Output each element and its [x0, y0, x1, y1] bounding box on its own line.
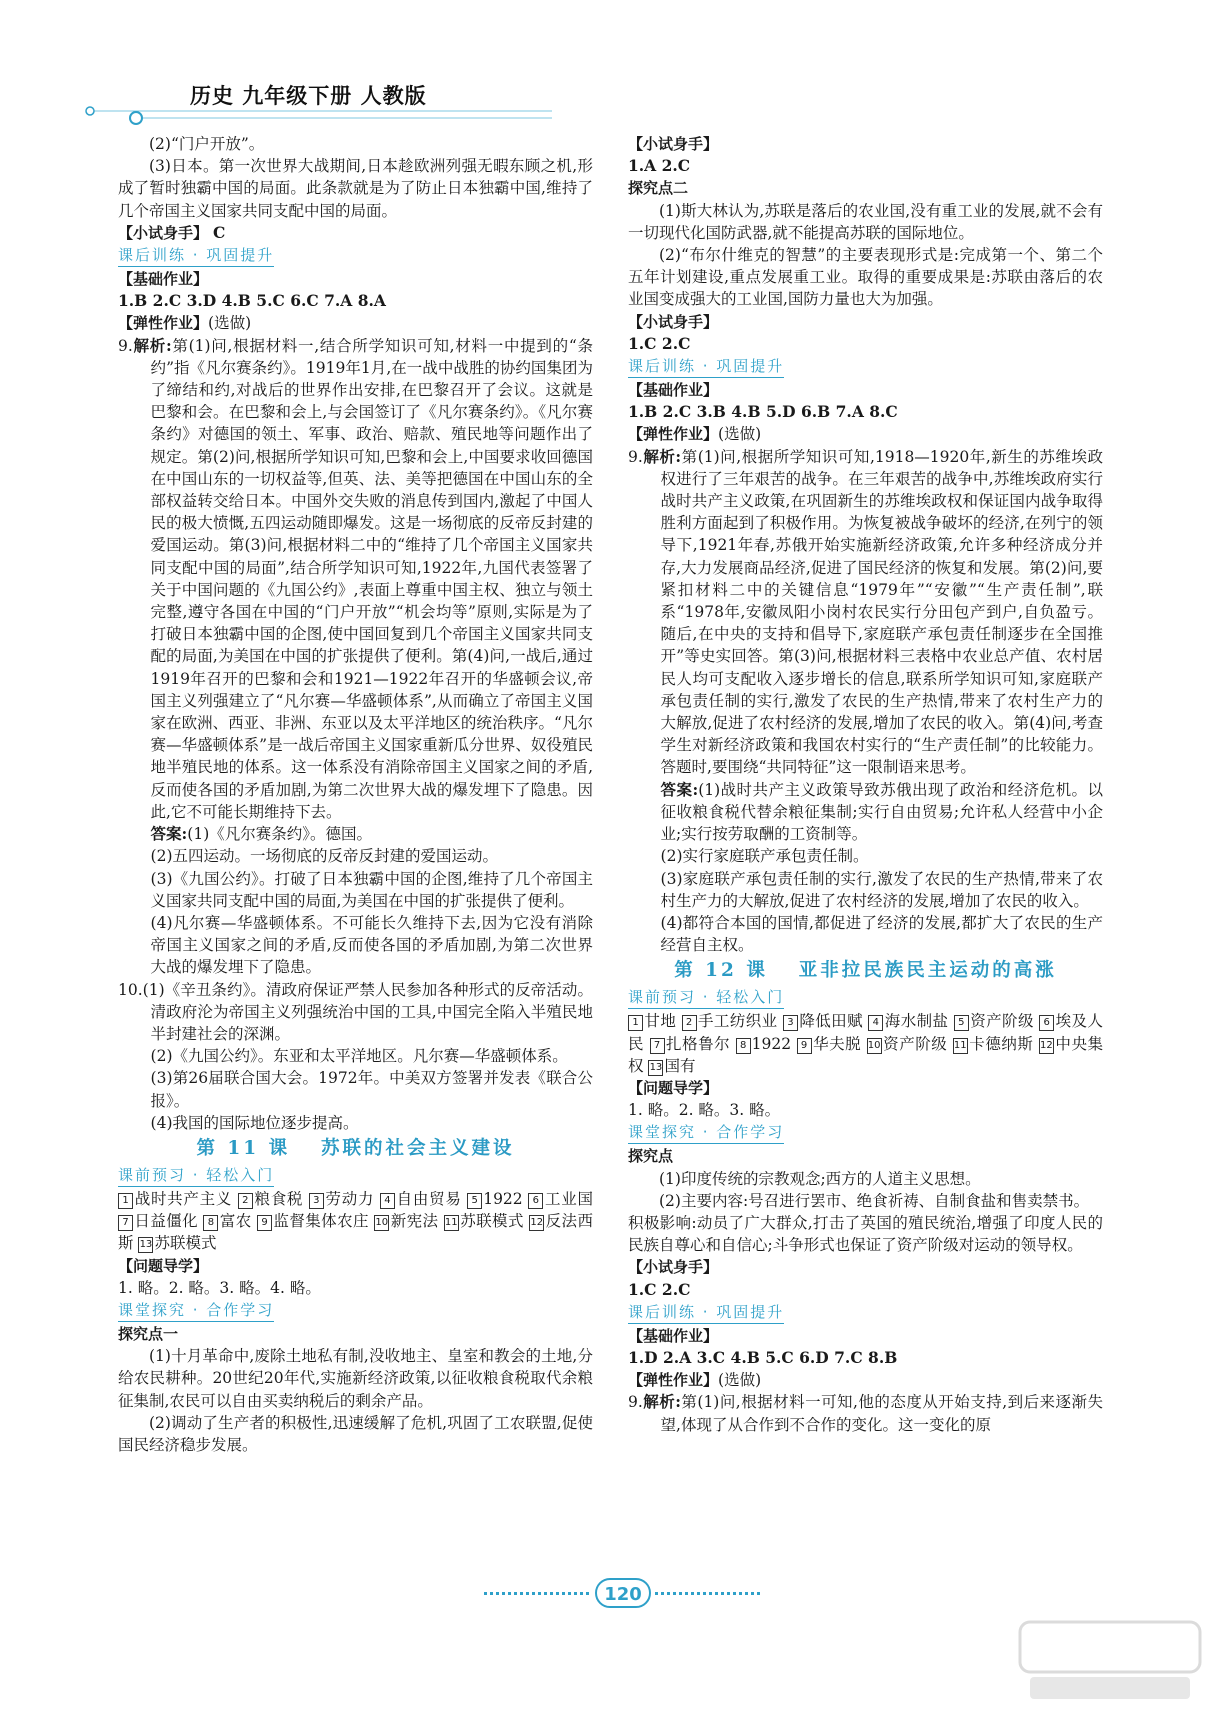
- q10-answer: [118, 979, 593, 1046]
- try-it-answer: C: [212, 222, 226, 242]
- guide-answers: 1. 略。2. 略。3. 略。4. 略。: [118, 1278, 321, 1297]
- preview-answer: 工业国: [544, 1189, 593, 1208]
- explore-point-1: 探究点一: [118, 1324, 179, 1343]
- section-after-class: 课后训练 · 巩固提升: [628, 1302, 784, 1324]
- number-box: 10: [374, 1215, 389, 1231]
- q10-number: 10.: [118, 980, 143, 999]
- header-decoration: [84, 104, 554, 126]
- number-box: 9: [797, 1038, 812, 1054]
- answer-line: (3)日本。第一次世界大战期间,日本趁欧洲列强无暇东顾之机,形成了暂时独霸中国的局面。此条款就是为了防止日本独霸中国,维持了几个帝国主义国家共同支配中国的局面。: [118, 157, 593, 220]
- basic-homework-label: 【基础作业】: [628, 381, 719, 400]
- flex-homework-note: (选做): [718, 425, 762, 444]
- lesson-11-preview-answers: [118, 1188, 593, 1255]
- preview-answer: 1922: [483, 1189, 529, 1208]
- answer-line: (2)《九国公约》。东亚和太平洋地区。凡尔赛—华盛顿体系。: [150, 1047, 568, 1066]
- guide-answers: 1. 略。2. 略。3. 略。: [628, 1101, 781, 1120]
- analysis-label: 解析:: [642, 1392, 681, 1412]
- basic-homework-answers: 1.B 2.C 3.D 4.B 5.C 6.C 7.A 8.A: [118, 291, 386, 311]
- preview-answer: 卡德纳斯: [968, 1034, 1039, 1053]
- section-pre-class: 课前预习 · 轻松入门: [118, 1165, 274, 1187]
- try-it-label: 【小试身手】: [628, 1258, 719, 1277]
- number-box: 6: [528, 1193, 543, 1209]
- number-box: 2: [682, 1015, 697, 1031]
- preview-answer: 战时共产主义: [134, 1189, 238, 1208]
- basic-homework-answers: 1.D 2.A 3.C 4.B 5.C 6.D 7.C 8.B: [628, 1347, 898, 1367]
- preview-answer: 华夫脱: [812, 1034, 867, 1053]
- answer-line: 积极影响:动员了广大群众,打击了英国的殖民统治,增强了印度人民的民族自尊心和自信心;斗争形式也保证了资产阶级对运动的领导权。: [628, 1213, 1103, 1255]
- try-it-label: 【小试身手】: [628, 135, 719, 153]
- preview-answer: 粮食税: [253, 1189, 309, 1208]
- flex-homework-label: 【弹性作业】: [118, 314, 209, 333]
- explore-point: 探究点: [628, 1147, 674, 1166]
- try-it-answers: 1.C 2.C: [628, 333, 691, 353]
- preview-answer: 资产阶级: [882, 1034, 953, 1053]
- preview-answer: 降低田赋: [798, 1012, 869, 1031]
- number-box: 4: [380, 1193, 395, 1209]
- q9-number: 9.: [628, 447, 643, 466]
- q9-analysis: [628, 446, 1103, 779]
- section-pre-class: 课前预习 · 轻松入门: [628, 987, 784, 1009]
- answer-label: 答案:: [150, 824, 188, 844]
- answer-line: (3)《九国公约》。打破了日本独霸中国的企图,维持了几个帝国主义国家共同支配中国的局面,为美国在中国的扩张提供了便利。: [150, 869, 593, 910]
- number-box: 11: [444, 1215, 459, 1231]
- answer-line: (2)调动了生产者的积极性,迅速缓解了危机,巩固了工农联盟,促使国民经济稳步发展。: [118, 1413, 593, 1454]
- basic-homework-answers: 1.B 2.C 3.B 4.B 5.D 6.B 7.A 8.C: [628, 402, 898, 422]
- preview-answer: 甘地: [644, 1012, 682, 1031]
- answer-text: (1)《凡尔赛条约》。德国。: [187, 825, 372, 844]
- preview-answer: 自由贸易: [395, 1189, 468, 1208]
- guide-label: 【问题导学】: [628, 1078, 719, 1097]
- basic-homework-label: 【基础作业】: [118, 270, 209, 289]
- try-it-label: 【小试身手】: [118, 223, 209, 242]
- answer-line: (4)我国的国际地位逐步提高。: [150, 1113, 359, 1132]
- lesson-12-preview-answers: [628, 1010, 1103, 1077]
- page-number: 120: [595, 1578, 651, 1608]
- preview-answer: 扎格鲁尔: [665, 1034, 736, 1053]
- try-it-label: 【小试身手】: [628, 312, 719, 331]
- number-box: 10: [867, 1038, 882, 1054]
- answer-text: (1)战时共产主义政策导致苏俄出现了政治和经济危机。以征收粮食税代替余粮征集制;实行自由贸易;允许私人经营中小企业;实行按劳取酬的工资制等。: [660, 780, 1103, 844]
- number-box: 7: [650, 1038, 665, 1054]
- answer-line: (3)第26届联合国大会。1972年。中美双方签署并发表《联合公报》。: [150, 1069, 593, 1110]
- number-box: 12: [529, 1215, 544, 1231]
- preview-answer: 新宪法: [390, 1212, 444, 1231]
- left-column: [118, 133, 593, 1456]
- lesson-12-title: 第 12 课 亚非拉民族民主运动的高涨: [674, 960, 1057, 982]
- footer-dots-left: [484, 1592, 589, 1595]
- number-box: 13: [648, 1060, 663, 1076]
- try-it-answers: 1.C 2.C: [628, 1279, 691, 1299]
- q9-answer: [118, 823, 593, 845]
- preview-answer: 资产阶级: [969, 1012, 1040, 1031]
- answer-line: (3)家庭联产承包责任制的实行,激发了农民的生产热情,带来了农村生产力的大解放,促进了农村经济的发展,增加了农民的收入。: [660, 869, 1103, 910]
- section-after-class: 课后训练 · 巩固提升: [628, 356, 784, 378]
- number-box: 8: [736, 1038, 751, 1054]
- number-box: 1: [628, 1015, 643, 1031]
- answer-line: (2)“布尔什维克的智慧”的主要表现形式是:完成第一个、第二个五年计划建设,重点发展重工业。取得的重要成果是:苏联由落后的农业国变成强大的工业国,国防力量也大为加强。: [628, 246, 1103, 309]
- page-header-title: 历史 九年级下册 人教版: [190, 84, 427, 108]
- guide-label: 【问题导学】: [118, 1256, 209, 1275]
- preview-answer: 埃及人民: [628, 1012, 1103, 1053]
- flex-homework-note: (选做): [718, 1371, 762, 1390]
- preview-answer: 手工纺织业: [697, 1012, 783, 1031]
- preview-answer: 国有: [664, 1056, 696, 1075]
- preview-answer: 苏联模式: [459, 1212, 530, 1231]
- number-box: 1: [118, 1193, 133, 1209]
- analysis-text: 第(1)问,根据所学知识可知,1918—1920年,新生的苏维埃政权进行了三年艰苦的战争。在三年艰苦的战争中,苏维埃政府实行战时共产主义政策,在巩固新生的苏维埃政权和保证国内战争取得胜利方面起到了积极作用。为恢复被战争破坏的经济,在列宁的领导下,1921年春,苏俄开始实施新经济政策,允许多种经济成分并存,大力发展商品经济,促进了国民经济的恢复和发展。第(2)问,要紧扣材料二中的关键信息“1979年”“安徽”“生产责任制”,联系“1978年,安徽凤阳小岗村农民实行分田包产到户,自负盈亏。随后,在中央的支持和倡导下,家庭联产承包责任制逐步在全国推开”等史实回答。第(3)问,根据材料三表格中农业总产值、农村居民人均可支配收入逐步增长的信息,联系所学知识可知,家庭联产承包责任制的实行,激发了农民的生产热情,带来了农村生产力的大解放,促进了农村经济的发展,增加了农民的收入。第(4)问,考查学生对新经济政策和我国农村实行的“生产责任制”的比较能力。答题时,要围绕“共同特征”这一限制语来思考。: [660, 447, 1103, 777]
- q9-number: 9.: [118, 336, 133, 355]
- number-box: 12: [1039, 1038, 1054, 1054]
- answer-line: (1)印度传统的宗教观念;西方的人道主义思想。: [659, 1169, 981, 1188]
- basic-homework-label: 【基础作业】: [628, 1326, 719, 1345]
- explore-point-2: 探究点二: [628, 179, 689, 198]
- section-in-class: 课堂探究 · 合作学习: [628, 1122, 784, 1144]
- q9-answer: [628, 779, 1103, 846]
- answer-line: (1)斯大林认为,苏联是落后的农业国,没有重工业的发展,就不会有一切现代化国防武器,就不能提高苏联的国际地位。: [628, 201, 1103, 242]
- analysis-label: 解析:: [132, 335, 172, 355]
- analysis-text: 第(1)问,根据材料一可知,他的态度从开始支持,到后来逐渐失望,体现了从合作到不合作的变化。这一变化的原: [660, 1393, 1103, 1434]
- answer-text: (1)《辛丑条约》。清政府保证严禁人民参加各种形式的反帝活动。清政府沦为帝国主义列强统治中国的工具,中国完全陷入半殖民地半封建社会的深渊。: [142, 980, 593, 1043]
- flex-homework-note: (选做): [208, 314, 252, 333]
- q9-analysis: [628, 1391, 1103, 1435]
- analysis-label: 解析:: [642, 446, 682, 466]
- preview-answer: 1922: [751, 1034, 797, 1053]
- number-box: 2: [238, 1193, 253, 1209]
- right-column: [628, 133, 1103, 1436]
- flex-homework-label: 【弹性作业】: [628, 1371, 719, 1390]
- watermark-logo: [1010, 1617, 1210, 1707]
- preview-answer: 中央集权: [628, 1034, 1103, 1075]
- preview-answer: 富农: [219, 1212, 258, 1231]
- number-box: 8: [203, 1215, 218, 1231]
- number-box: 6: [1039, 1015, 1054, 1031]
- preview-answer: 监督集体农庄: [273, 1212, 375, 1231]
- answer-line: (4)凡尔赛—华盛顿体系。不可能长久维持下去,因为它没有消除帝国主义国家之间的矛盾,反而使各国的矛盾加剧,为第二次世界大战的爆发埋下了隐患。: [150, 913, 593, 977]
- preview-answer: 海水制盐: [884, 1012, 954, 1031]
- preview-answer: 日益僵化: [134, 1212, 204, 1231]
- analysis-text: 第(1)问,根据材料一,结合所学知识可知,材料一中提到的“条约”指《凡尔赛条约》。1919年1月,在一战中战胜的协约国集团为了缔结和约,对战后的世界作出安排,在巴黎召开了会议。这就是巴黎和会。在巴黎和会上,与会国签订了《凡尔赛条约》。《凡尔赛条约》对德国的领土、军事、政治、赔款、殖民地等问题作出了规定。第(2)问,根据所学知识可知,巴黎和会上,中国要求收回德国在中国山东的一切权益等,但英、法、美等把德国在中国山东的全部权益转交给日本。中国外交失败的消息传到国内,激起了中国人民的极大愤慨,五四运动随即爆发。这是一场彻底的反帝反封建的爱国运动。第(3)问,根据材料二中的“维持了几个帝国主义国家共同支配中国的局面”,结合所学知识可知,1922年,九国代表签署了关于中国问题的《九国公约》,表面上尊重中国主权、独立与领土完整,遵守各国在中国的“门户开放”“机会均等”原则,实际是为了打破日本独霸中国的企图,使中国回复到几个帝国主义国家共同支配的局面,为美国在中国的扩张提供了便利。第(4)问,一战后,通过1919年召开的巴黎和会和1921—1922年召开的华盛顿会议,帝国主义列强建立了“凡尔赛—华盛顿体系”,从而确立了帝国主义国家在欧洲、西亚、非洲、东亚以及太平洋地区的统治秩序。“凡尔赛—华盛顿体系”是一战后帝国主义国家重新瓜分世界、奴役殖民地半殖民地的体系。这一体系没有消除帝国主义国家之间的矛盾,反而使各国的矛盾加剧,为第二次世界大战的爆发埋下了隐患。因此,它不可能长期维持下去。: [150, 336, 593, 821]
- number-box: 3: [309, 1193, 324, 1209]
- preview-answer: 苏联模式: [154, 1234, 217, 1253]
- number-box: 5: [954, 1015, 969, 1031]
- try-it-answers: 1.A 2.C: [628, 156, 691, 176]
- section-in-class: 课堂探究 · 合作学习: [118, 1300, 274, 1322]
- preview-answer: 劳动力: [324, 1189, 380, 1208]
- number-box: 3: [783, 1015, 798, 1031]
- answer-line: (2)实行家庭联产承包责任制。: [660, 847, 869, 866]
- number-box: 13: [138, 1237, 153, 1253]
- number-box: 5: [467, 1193, 482, 1209]
- number-box: 7: [118, 1215, 133, 1231]
- try-it-block: [118, 222, 593, 244]
- answer-line: (4)都符合本国的国情,都促进了经济的发展,都扩大了农民的生产经营自主权。: [660, 913, 1103, 955]
- q9-analysis: [118, 335, 593, 823]
- number-box: 4: [868, 1015, 883, 1031]
- q9-number: 9.: [628, 1393, 643, 1412]
- section-after-class: 课后训练 · 巩固提升: [118, 245, 274, 267]
- footer-dots-right: [655, 1592, 760, 1595]
- number-box: 11: [953, 1038, 968, 1054]
- answer-line: (2)五四运动。一场彻底的反帝反封建的爱国运动。: [150, 847, 499, 866]
- answer-line: (2)主要内容:号召进行罢市、绝食祈祷、自制食盐和售卖禁书。: [659, 1191, 1090, 1210]
- lesson-11-title: 第 11 课 苏联的社会主义建设: [196, 1137, 515, 1159]
- answer-line: (2)“门户开放”。: [149, 135, 265, 153]
- flex-homework-label: 【弹性作业】: [628, 425, 719, 444]
- answer-line: (1)十月革命中,废除土地私有制,没收地主、皇室和教会的土地,分给农民耕种。20世纪20年代,实施新经济政策,以征收粮食税取代余粮征集制,农民可以自由买卖纳税后的剩余产品。: [118, 1347, 593, 1410]
- preview-answer: 反法西斯: [118, 1212, 593, 1253]
- answer-label: 答案:: [660, 779, 699, 799]
- number-box: 9: [257, 1215, 272, 1231]
